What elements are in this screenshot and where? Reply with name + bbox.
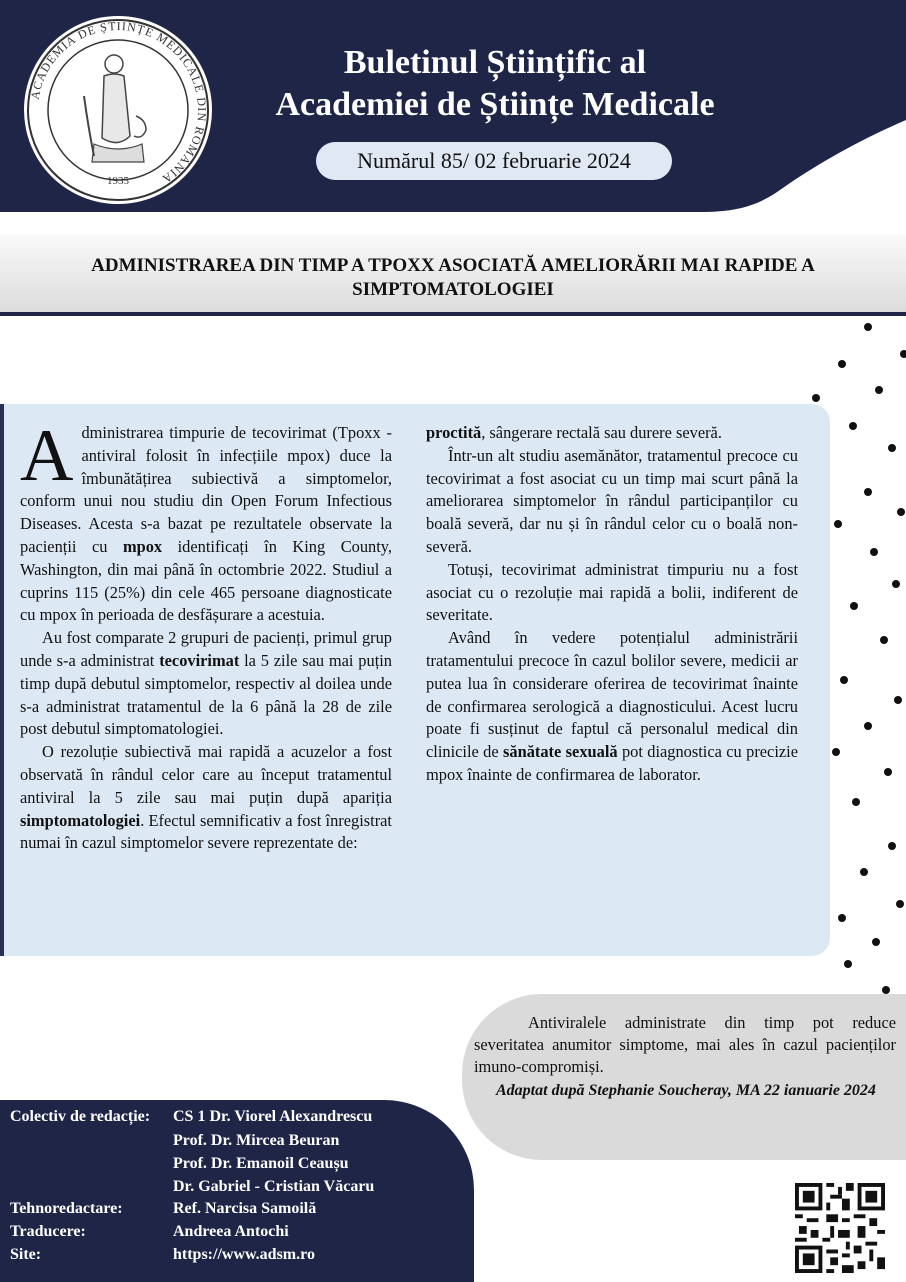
paragraph-6: Având în vedere potențialul administrării tratamentului precoce în cazul bolilor severe, medicii ar putea lua în considerare oferirea de tecovirimat înainte de confirmarea serologică a diagnosticului. Acest lucru poate fi susținut de faptul că personalul medical din clinicile de sănătate sexuală pot diagnostica cu precizie mpox înainte de confirmarea de laborator. bbox=[426, 628, 798, 784]
logo-year: 1935 bbox=[107, 175, 129, 187]
paragraph-3-continued: proctită, sângerare rectală sau durere severă. bbox=[426, 423, 722, 442]
summary-box bbox=[462, 994, 906, 1160]
editor-1: CS 1 Dr. Viorel Alexandrescu bbox=[173, 1108, 373, 1125]
editorial-label: Colectiv de redacție: bbox=[10, 1108, 151, 1125]
summary-text: Antiviralele administrate din timp pot reduce severitatea anumitor simptome, mai ales în cazul pacienților imuno-compromiși. bbox=[474, 1013, 896, 1076]
site-link[interactable]: https://www.adsm.ro bbox=[173, 1246, 315, 1263]
tech-value: Ref. Narcisa Samoilă bbox=[173, 1200, 317, 1217]
journal-title-line2: Academiei de Științe Medicale bbox=[275, 86, 715, 123]
article-body bbox=[0, 404, 830, 956]
svg-text:ACADEMIA DE ȘTIINȚE MEDICALE D: ACADEMIA DE ȘTIINȚE MEDICALE DIN ROMÂNIA bbox=[27, 18, 210, 187]
article-title: ADMINISTRAREA DIN TIMP A TPOXX ASOCIATĂ AMELIORĂRII MAI RAPIDE A SIMPTOMATOLOGIEI bbox=[91, 255, 815, 300]
site-label: Site: bbox=[10, 1246, 42, 1263]
editor-2: Prof. Dr. Mircea Beuran bbox=[173, 1132, 340, 1149]
paragraph-4: Într-un alt studiu asemănător, tratamentul precoce cu tecovirimat a fost asociat cu un timp mai scurt până la ameliorarea simptomelor în rândul participanților cu boală severă, dar nu și în rândul celor cu o boală non-severă. bbox=[426, 445, 798, 556]
editor-3: Prof. Dr. Emanoil Ceaușu bbox=[173, 1155, 349, 1172]
paragraph-5: Totuși, tecovirimat administrat timpuriu nu a fost asociat cu o rezoluție mai rapidă a bolii, indiferent de severitate. bbox=[426, 559, 798, 625]
tech-label: Tehnoredactare: bbox=[10, 1200, 123, 1217]
translation-value: Andreea Antochi bbox=[173, 1223, 289, 1240]
article-title-band bbox=[0, 234, 906, 316]
journal-title bbox=[230, 42, 760, 126]
article-column-left bbox=[20, 415, 393, 855]
drop-cap: A bbox=[20, 415, 74, 497]
footer-credits bbox=[0, 1100, 474, 1282]
journal-title-line1: Buletinul Științific al bbox=[343, 44, 647, 81]
article-column-right bbox=[426, 422, 798, 787]
paragraph-1: Administrarea timpurie de tecovirimat (Tpoxx - antiviral folosit în infecțiile mpox) duce la îmbunătățirea subiectivă a simptomelor, conform unui nou studiu din Open Forum Infectious Diseases. Acesta s-a bazat pe rezultatele observate la pacienții cu mpox identificați în King County, Washington, din mai până în octombrie 2022. Studiul a cuprins 115 (25%) din cele 465 persoane diagnosticate cu mpox în perioada de desfășurare a acestuia. bbox=[20, 415, 392, 625]
academy-seal-logo bbox=[24, 16, 212, 204]
summary-source: Adaptat după Stephanie Soucheray, MA 22 ianuarie 2024 bbox=[496, 1082, 876, 1099]
qr-code-icon[interactable] bbox=[794, 1183, 886, 1273]
header-banner bbox=[0, 0, 906, 212]
paragraph-3: O rezoluție subiectivă mai rapidă a acuzelor a fost observată în rândul celor care au început tratamentul antiviral la 5 zile sau mai puțin după apariția simptomatologiei. Efectul semnificativ a fost înregistrat numai în cazul simptomelor severe reprezentate de: bbox=[20, 742, 392, 853]
translation-label: Traducere: bbox=[10, 1223, 86, 1240]
issue-badge: Numărul 85/ 02 februarie 2024 bbox=[316, 142, 672, 180]
editor-4: Dr. Gabriel - Cristian Văcaru bbox=[173, 1178, 375, 1195]
paragraph-2: Au fost comparate 2 grupuri de pacienți, primul grup unde s-a administrat tecovirimat la 5 zile sau mai puțin timp după debutul simptomelor, respectiv al doilea unde s-a administrat tratamentul de la 6 până la 28 de zile post debutul simptomatologiei. bbox=[20, 628, 393, 739]
